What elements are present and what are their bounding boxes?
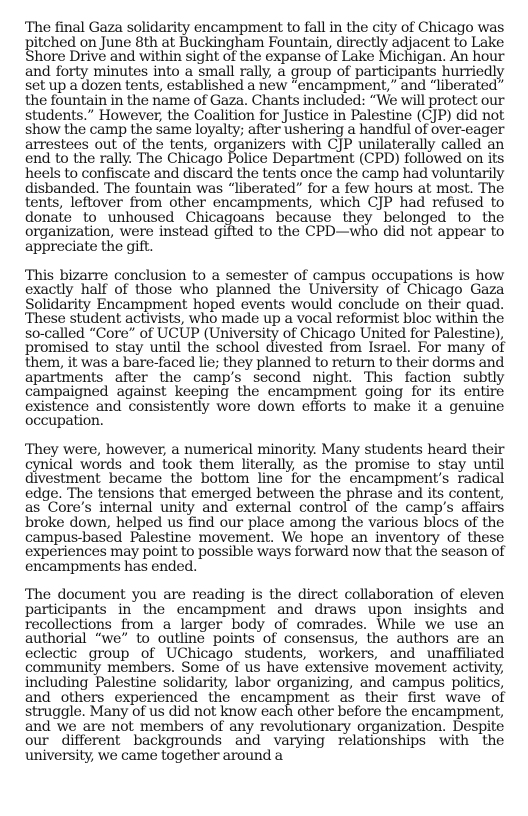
paragraph-buckingham-fountain: The final Gaza solidarity encampment to fall in the city of Chicago was pitched on June 8th at Buckingham Fountain, directly adjacent to Lake Shore Drive and within sight of the expanse of Lake Michigan. An hour and forty minutes into a small rally, a group of participants hurriedly set up a dozen tents, established a new “encampment,” and “liberated” the fountain in the name of Gaza. Chants included: “We will protect our students.” However, the Coalition for Justice in Palestine (CJP) did not show the camp the same loyalty; after ushering a handful of over-eager arrestees out of the tents, organizers with CJP unilaterally called an end to the rally. The Chicago Police Department (CPD) followed on its heels to confiscate and discard the tents once the camp had voluntarily disbanded. The fountain was “liberated” for a few hours at most. The tents, leftover from other encampments, which CJP had refused to donate to unhoused Chicagoans because they belonged to the organization, were instead gifted to the CPD—who did not appear to appreciate the gift. [25,20,504,255]
paragraph-numerical-minority: They were, however, a numerical minority. Many students heard their cynical words and took them literally, as the promise to stay until divestment became the bottom line for the encampment’s radical edge. The tensions that emerged between the phrase and its content, as Core’s internal unity and external control of the camp’s affairs broke down, helped us find our place among the various blocs of the campus-based Palestine movement. We hope an inventory of these experiences may point to possible ways forward now that the season of encampments has ended. [25,442,504,575]
paragraph-bizarre-conclusion: This bizarre conclusion to a semester of campus occupations is how exactly half of those who planned the University of Chicago Gaza Solidarity Encampment hoped events would conclude on their quad. These student activists, who made up a vocal reformist bloc within the so-called “Core” of UCUP (University of Chicago United for Palestine), promised to stay until the school divested from Israel. For many of them, it was a bare-faced lie; they planned to return to their dorms and apartments after the camp’s second night. This faction subtly campaigned against keeping the encampment going for its entire existence and consistently wore down efforts to make it a genuine occupation. [25,267,504,430]
paragraph-document-authors: The document you are reading is the direct collaboration of eleven participants in the encampment and draws upon insights and recollections from a larger body of comrades. While we use an authorial “we” to outline points of consensus, the authors are an eclectic group of UChicago students, workers, and unaffiliated community members. Some of us have extensive movement activity, including Palestine solidarity, labor organizing, and campus politics, and others experienced the encampment as their first wave of struggle. Many of us did not know each other before the encampment, and we are not members of any revolutionary organization. Despite our different backgrounds and varying relationships with the university, we came together around a [25,587,504,764]
document-page [25,21,504,764]
